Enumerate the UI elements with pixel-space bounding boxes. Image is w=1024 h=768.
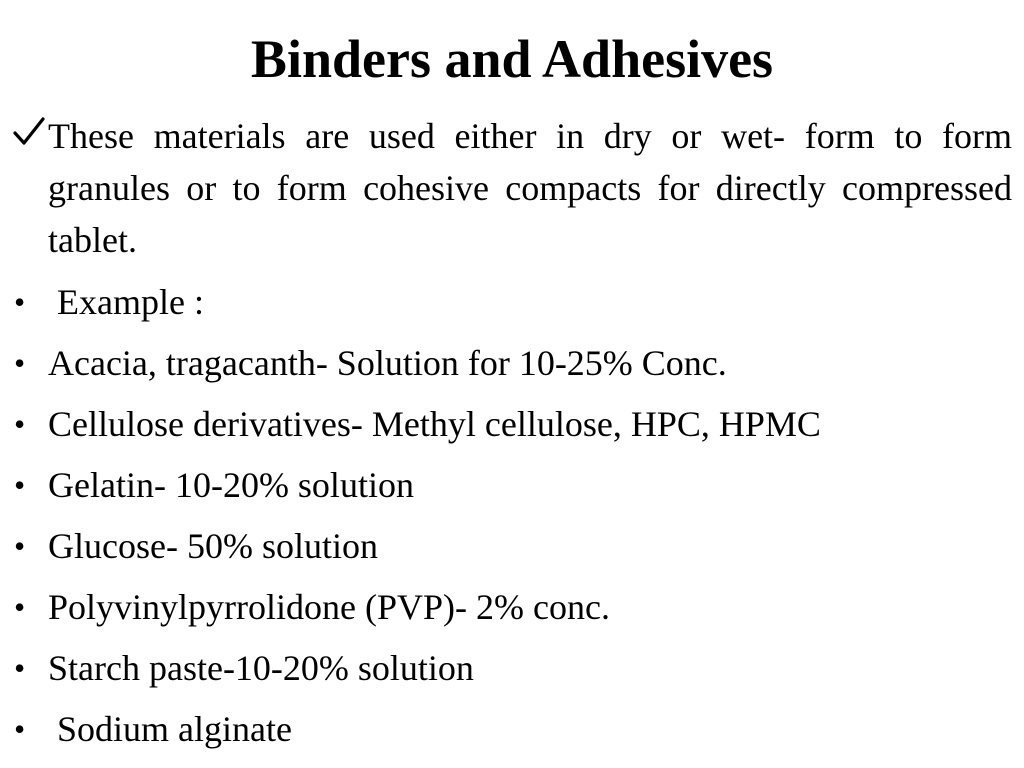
list-item (0, 333, 1024, 394)
list-item-text: Sodium alginate (48, 709, 292, 749)
list-item (0, 577, 1024, 638)
bullet-icon: • (14, 467, 26, 503)
list-item-text: Cellulose derivatives- Methyl cellulose, HPC, HPMC (48, 404, 821, 444)
list-item (0, 394, 1024, 455)
bullet-icon: • (14, 711, 26, 747)
list-item (0, 516, 1024, 577)
bullet-icon: • (14, 284, 26, 320)
slide-body (0, 110, 1024, 760)
slide-title: Binders and Adhesives (250, 29, 774, 89)
list-item-text: Acacia, tragacanth- Solution for 10-25% Conc. (48, 343, 727, 383)
bullet-icon: • (14, 345, 26, 381)
bullet-icon: • (14, 650, 26, 686)
list-item (0, 699, 1024, 760)
bullet-icon: • (14, 406, 26, 442)
list-item-text: Glucose- 50% solution (48, 526, 378, 566)
list-item-text: Polyvinylpyrrolidone (PVP)- 2% conc. (48, 587, 610, 627)
intro-paragraph (0, 110, 1024, 266)
list-item-text: Starch paste-10-20% solution (48, 648, 474, 688)
list-item (0, 638, 1024, 699)
list-item-text: Gelatin- 10-20% solution (48, 465, 414, 505)
bullet-icon: • (14, 589, 26, 625)
bullet-icon: • (14, 528, 26, 564)
checkmark-icon (12, 115, 46, 149)
intro-text: These materials are used either in dry or wet- form to form granules or to form cohesive compacts for directly compressed tablet. (48, 116, 1012, 260)
list-item-text: Example : (48, 282, 204, 322)
list-item (0, 272, 1024, 333)
list-item (0, 455, 1024, 516)
